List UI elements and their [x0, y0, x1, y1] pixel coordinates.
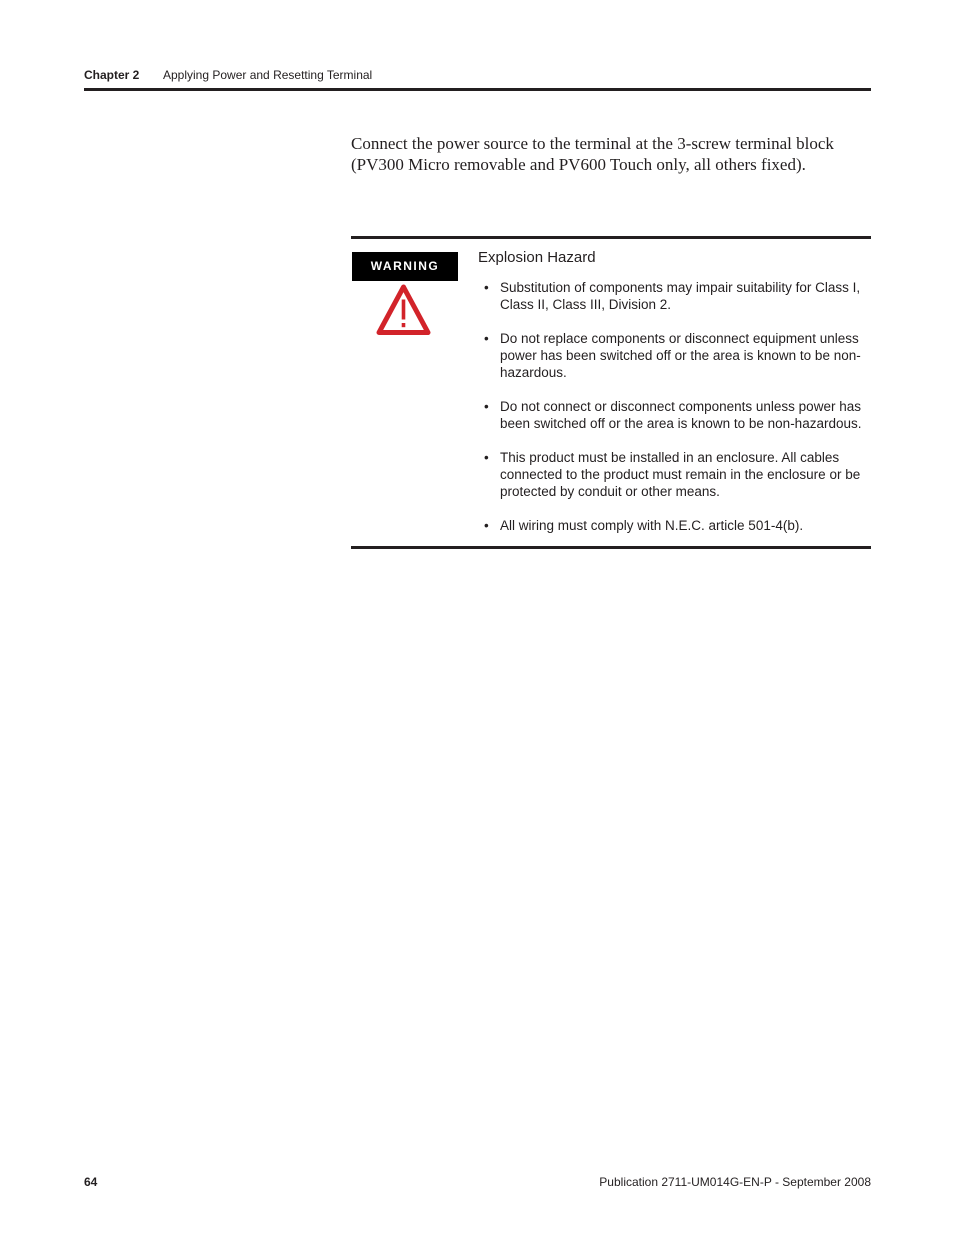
list-item: • Do not replace components or disconnect equipment unless power has been switched off or the area is known to be non-hazardous. [482, 330, 862, 381]
intro-paragraph: Connect the power source to the terminal at the 3-screw terminal block (PV300 Micro removable and PV600 Touch only, all others fixed). [351, 134, 834, 174]
hazard-title: Explosion Hazard [478, 249, 596, 266]
page-header [84, 66, 871, 86]
warning-triangle-icon [376, 284, 431, 336]
page-number: 64 [84, 1175, 98, 1189]
page-footer [84, 1175, 871, 1195]
chapter-title: Applying Power and Resetting Terminal [163, 68, 373, 82]
list-item: • This product must be installed in an enclosure. All cables connected to the product must remain in the enclosure or be protected by conduit or other means. [482, 449, 862, 500]
list-item: • Substitution of components may impair suitability for Class I, Class II, Class III, Division 2. [482, 279, 862, 313]
hazard-list [482, 279, 862, 551]
list-item: • All wiring must comply with N.E.C. article 501-4(b). [482, 517, 862, 534]
warning-label: WARNING [352, 252, 458, 281]
list-item: • Do not connect or disconnect components unless power has been switched off or the area is known to be non-hazardous. [482, 398, 862, 432]
header-rule [84, 88, 871, 91]
warning-box [351, 236, 871, 549]
publication-info: Publication 2711-UM014G-EN-P - September 2008 [599, 1175, 871, 1189]
chapter-label: Chapter 2 [84, 68, 140, 82]
